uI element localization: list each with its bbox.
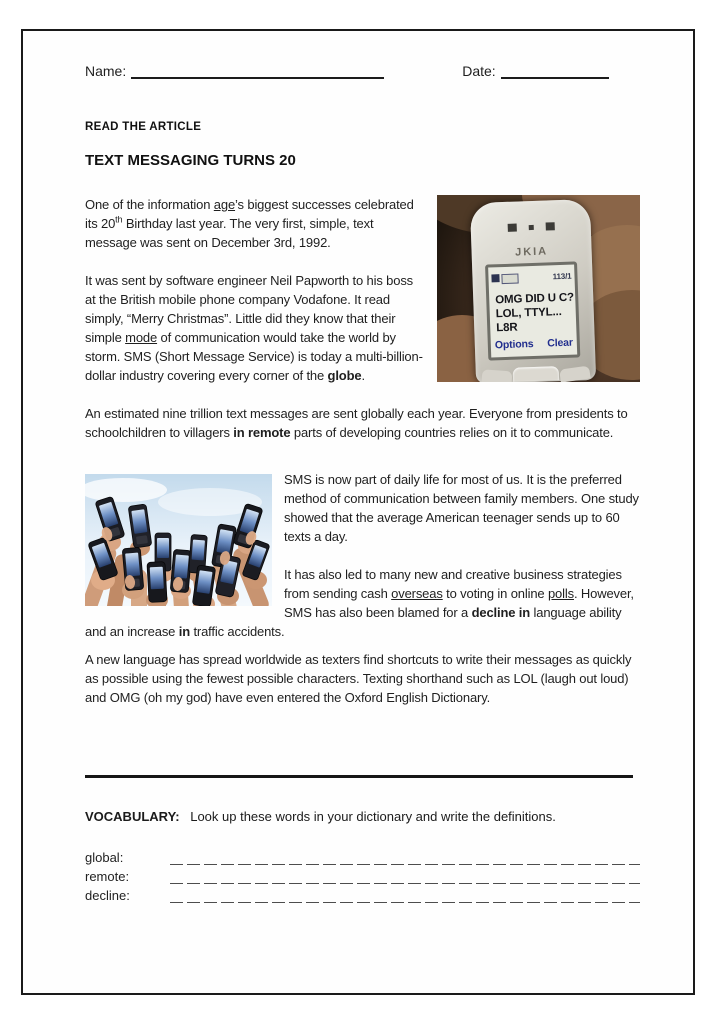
article-paragraph-5: It has also led to many new and creative business strategies from sending cash overseas to voting in online polls. However, SMS has also been blamed for a decline in language ability and an increase in traffic accidents. [85,567,634,639]
name-label: Name: [85,63,127,79]
speaker-grille [471,221,591,233]
phone-brand-label: JKIA [514,245,549,259]
crowd-section [85,470,640,641]
page-content [85,62,640,903]
vocab-word-remote: remote: [85,869,130,884]
article-paragraph-4: SMS is now part of daily life for most of us. It is the preferred method of communication between family members. One study showed that the average American teenager sends up to 60 texts a day. [284,472,639,544]
message-mode-icons [491,273,518,284]
definition-blank-line [170,889,640,903]
abc-input-icon [501,273,518,284]
sms-line-2: LOL, TTYL... L8R [495,306,562,335]
sms-line-1: OMG DID U C? [495,291,575,307]
article-paragraph-3: An estimated nine trillion text messages are sent globally each year. Everyone from presidents to schoolchildren to villagers in remote parts of developing countries relies on it to communicate. [85,406,628,440]
date-label: Date: [462,63,496,79]
definition-blank-line [170,851,640,865]
vocabulary-heading: VOCABULARY: Look up these words in your dictionary and write the definitions. [85,809,556,824]
softkey-clear: Clear [547,336,574,350]
date-blank-line [501,62,609,79]
name-date-row [85,62,640,79]
vocabulary-list [85,846,640,903]
vocab-row-decline [85,884,640,903]
phone-key-left [482,369,513,382]
phone-key-right [559,366,591,382]
char-counter: 113/1 [552,271,572,282]
vocab-word-global: global: [85,850,124,865]
phone-screen [485,261,580,360]
phone-key-center [513,366,559,382]
article-paragraph-2: It was sent by software engineer Neil Papworth to his boss at the British mobile phone company Vodafone. It read simply, “Merry Christmas”. Little did they know that their simple mode of communication would take the world by storm. SMS (Short Message Service) is today a multi-billion-dollar industry covering every corner of the globe. [85,273,423,383]
message-icon [491,274,499,282]
definition-blank-line [170,870,640,884]
read-article-heading: READ THE ARTICLE [85,121,202,133]
vocab-word-decline: decline: [85,888,130,903]
softkey-options: Options [494,338,534,352]
article-paragraph-1: One of the information age’s biggest successes celebrated its 20th Birthday last year. The very first, simple, text message was sent on December 3rd, 1992. [85,197,414,250]
phone-body [470,199,596,382]
screen-status-bar [488,265,575,289]
vocab-row-global [85,846,640,865]
crowd-phones-photo [85,474,272,606]
vocab-row-remote [85,865,640,884]
date-group [462,62,608,79]
name-blank-line [131,62,384,79]
article-paragraph-6: A new language has spread worldwide as texters find shortcuts to write their messages as quickly as possible using the fewest possible characters. Texting shorthand such as LOL (laugh out loud) and OMG (oh my god) have even entered the Oxford English Dictionary. [85,652,632,705]
sms-message-text [489,286,577,336]
softkey-bar [491,334,578,356]
nokia-phone-photo [437,195,640,382]
page-title: TEXT MESSAGING TURNS 20 [85,152,296,169]
article-body [85,195,640,707]
section-divider [85,775,633,778]
